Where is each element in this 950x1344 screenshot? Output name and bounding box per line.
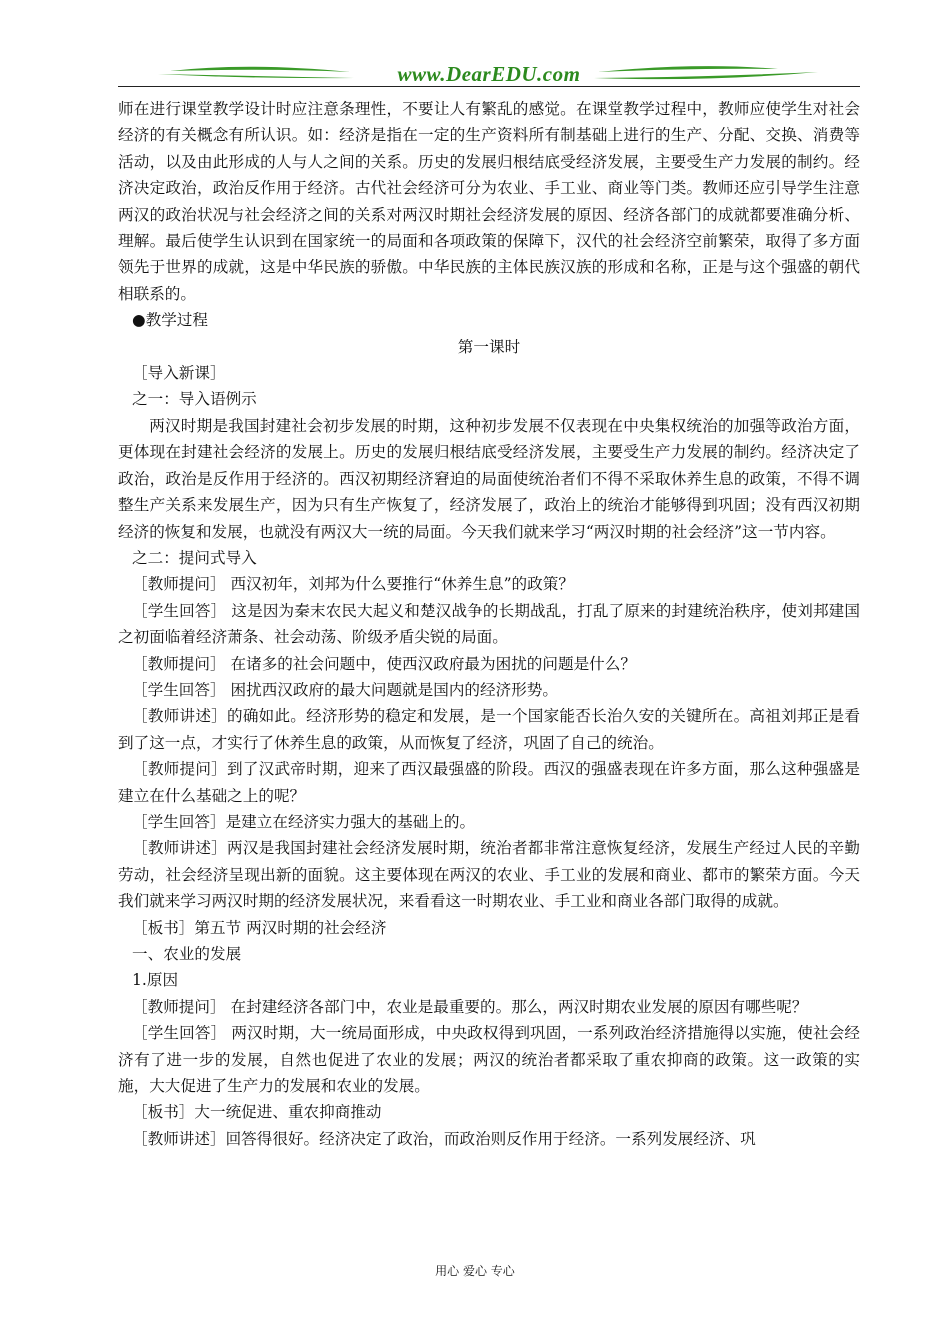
paragraph: 两汉时期是我国封建社会初步发展的时期，这种初步发展不仅表现在中央集权统治的加强等政治方面，更体现在封建社会经济的发展上。历史的发展归根结底受经济发展，主要受生产力发展的制约。经济决定了政治，政治是反作用于经济的。西汉初期经济窘迫的局面使统治者们不得不采取休养生息的政策，不得不调整生产关系来发展生产，因为只有生产恢复了，经济发展了，政治上的统治才能够得到巩固；没有西汉初期经济的恢复和发展，也就没有两汉大一统的局面。今天我们就来学习“两汉时期的社会经济”这一节内容。 [118,416,860,541]
lesson-title: 第一课时 [457,337,521,356]
subheading: 1.原因 [132,971,179,990]
header-rule [118,86,860,87]
blackboard-note: ［板书］第五节 两汉时期的社会经济 [132,918,387,937]
dialogue-line: ［学生回答］ 困扰西汉政府的最大问题就是国内的经济形势。 [132,680,558,699]
page-footer: 用心 爱心 专心 [435,1264,515,1278]
site-url: www.DearEDU.com [397,62,581,86]
dialogue-line: ［教师提问］ 西汉初年，刘邦为什么要推行“休养生息”的政策？ [132,575,574,594]
blackboard-note: ［板书］大一统促进、重农抑商推动 [132,1103,382,1122]
subheading: 一、农业的发展 [132,945,242,963]
subheading: 之一：导入语例示 [132,390,257,409]
dialogue-line: ［教师讲述］的确如此。经济形势的稳定和发展，是一个国家能否长治久安的关键所在。高祖刘邦正是看到了这一点，才实行了休养生息的政策，从而恢复了经济，巩固了自己的统治。 [118,707,860,752]
intro-paragraph: 师在进行课堂教学设计时应注意条理性，不要让人有繁乱的感觉。在课堂教学过程中，教师应使学生对社会经济的有关概念有所认识。如：经济是指在一定的生产资料所有制基础上进行的生产、分配、交换、消费等活动，以及由此形成的人与人之间的关系。历史的发展归根结底受经济发展，主要受生产力发展的制约。经济决定政治，政治反作用于经济。古代社会经济可分为农业、手工业、商业等门类。教师还应引导学生注意两汉的政治状况与社会经济之间的关系对两汉时期社会经济发展的原因、经济各部门的成就都要准确分析、理解。最后使学生认识到在国家统一的局面和各项政策的保障下，汉代的社会经济空前繁荣，取得了多方面领先于世界的成就，这是中华民族的骄傲。中华民族的主体民族汉族的形成和名称，正是与这个强盛的朝代相联系的。 [118,100,860,303]
dialogue-line: ［教师提问］ 在诸多的社会问题中，使西汉政府最为困扰的问题是什么？ [132,654,636,673]
subheading: 之二：提问式导入 [132,548,257,567]
dialogue-line: ［学生回答］ 两汉时期，大一统局面形成，中央政权得到巩固，一系列政治经济措施得以实施，使社会经济有了进一步的发展，自然也促进了农业的发展；两汉的统治者都采取了重农抑商的政策。这一政策的实施，大大促进了生产力的发展和农业的发展。 [118,1024,860,1096]
dialogue-line: ［教师提问］到了汉武帝时期，迎来了西汉最强盛的阶段。西汉的强盛表现在许多方面，那么这种强盛是建立在什么基础之上的呢？ [118,760,860,805]
section-heading: ●教学过程 [132,311,208,330]
dialogue-line: ［学生回答］ 这是因为秦末农民大起义和楚汉战争的长期战乱，打乱了原来的封建统治秩序，使刘邦建国之初面临着经济萧条、社会动荡、阶级矛盾尖锐的局面。 [118,601,860,647]
dialogue-line: ［教师提问］ 在封建经济各部门中，农业是最重要的。那么，两汉时期农业发展的原因有哪些呢？ [132,997,808,1016]
subheading: ［导入新课］ [132,364,226,383]
document-body [118,96,860,1152]
dialogue-line: ［教师讲述］回答得很好。经济决定了政治，而政治则反作用于经济。一系列发展经济、巩 [132,1129,756,1148]
dialogue-line: ［教师讲述］两汉是我国封建社会经济发展时期，统治者都非常注意恢复经济，发展生产经过人民的辛勤劳动，社会经济呈现出新的面貌。这主要体现在两汉的农业、手工业的发展和商业、都市的繁荣方面。今天我们就来学习两汉时期的经济发展状况，来看看这一时期农业、手工业和商业各部门取得的成就。 [118,839,860,911]
dialogue-line: ［学生回答］是建立在经济实力强大的基础上的。 [132,812,476,831]
